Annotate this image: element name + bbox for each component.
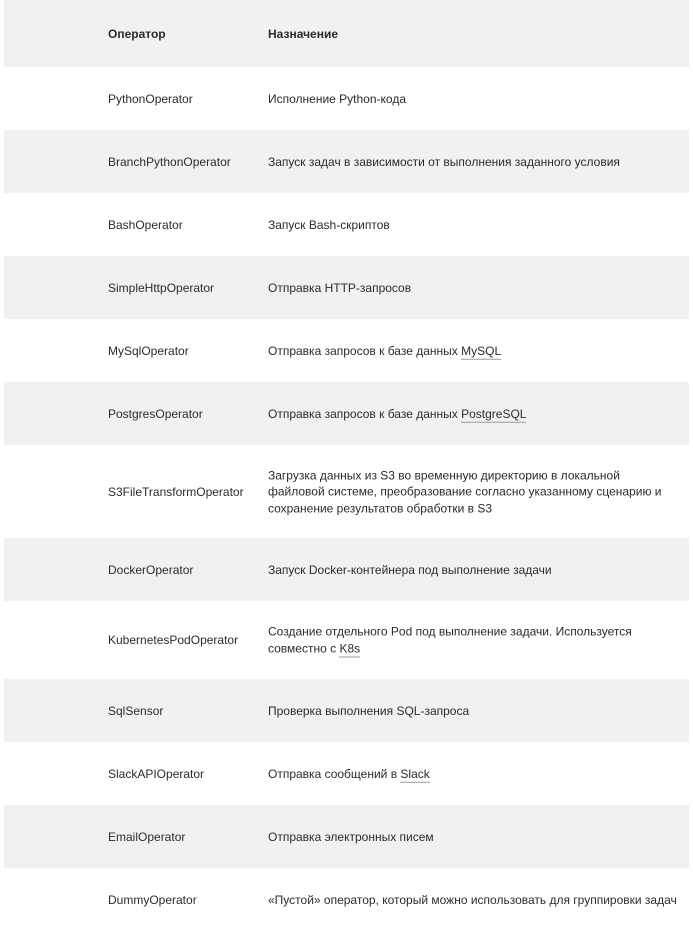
table-row [4,130,689,193]
table-row [4,256,689,319]
table-row [4,67,689,130]
operator-purpose [268,153,688,170]
operator-purpose [268,405,688,422]
operator-name: DockerOperator [108,562,194,577]
postgresql-link[interactable]: PostgreSQL [461,406,527,421]
table-row [4,538,689,601]
operator-name: PostgresOperator [108,406,203,421]
purpose-text: Запуск Docker-контейнера под выполнение задачи [268,562,552,577]
slack-link[interactable]: Slack [400,766,430,781]
table-row [4,319,689,382]
operator-name: DummyOperator [108,892,197,907]
purpose-text: Отправка запросов к базе данных [268,406,462,421]
purpose-text: «Пустой» оператор, который можно использовать для группировки задач [268,892,677,907]
table-row [4,868,689,931]
purpose-text: Отправка электронных писем [268,829,434,844]
operator-name: BranchPythonOperator [108,154,231,169]
operator-purpose [268,216,688,233]
header-purpose: Назначение [268,26,339,41]
purpose-text: Исполнение Python-кода [268,91,406,106]
operator-name: EmailOperator [108,829,186,844]
operator-purpose [268,279,688,296]
table-row [4,193,689,256]
operator-name: SimpleHttpOperator [108,280,215,295]
operator-name: SlackAPIOperator [108,766,205,781]
purpose-text: Отправка запросов к базе данных [268,343,462,358]
header-operator: Оператор [108,26,166,41]
operator-purpose [268,891,689,908]
purpose-text: Запуск Bash-скриптов [268,217,390,232]
mysql-link[interactable]: MySQL [461,343,502,358]
table-header-row [4,0,689,67]
operator-purpose [268,467,678,517]
operator-purpose [268,765,688,782]
table-row [4,445,689,538]
table-row [4,679,689,742]
table-row [4,382,689,445]
purpose-text: Отправка HTTP-запросов [268,280,412,295]
table-row [4,742,689,805]
operator-purpose [268,702,688,719]
operator-purpose [268,90,688,107]
operators-table [4,0,689,931]
operator-purpose [268,828,688,845]
table-row [4,601,689,679]
purpose-text: Запуск задач в зависимости от выполнения заданного условия [268,154,620,169]
operator-name: S3FileTransformOperator [108,484,244,499]
operator-name: SqlSensor [108,703,164,718]
operator-name: BashOperator [108,217,183,232]
operator-purpose [268,624,648,657]
operator-name: MySqlOperator [108,343,189,358]
purpose-text: Отправка сообщений в [268,766,401,781]
table-row [4,805,689,868]
operator-name: PythonOperator [108,91,193,106]
purpose-text: Проверка выполнения SQL-запроса [268,703,470,718]
purpose-text: Создание отдельного Pod под выполнение задачи. Используется совместно с [268,624,632,655]
operator-name: KubernetesPodOperator [108,632,239,647]
k8s-link[interactable]: K8s [339,641,361,655]
operator-purpose [268,561,688,578]
operator-purpose [268,342,688,359]
purpose-text: Загрузка данных из S3 во временную директорию в локальной файловой системе, преобразование согласно указанному сценарию и сохранение результатов обработки в S3 [268,467,662,515]
